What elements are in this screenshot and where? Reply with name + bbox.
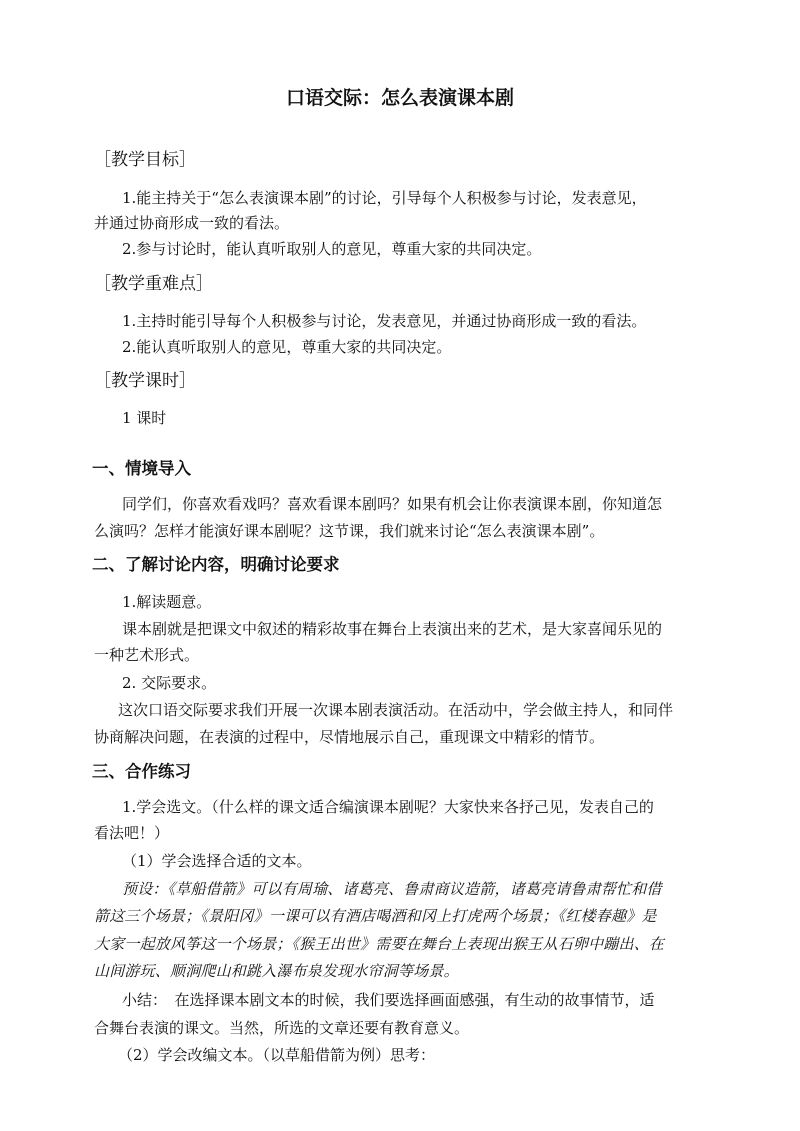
part3-heading: 三、合作练习 <box>92 762 191 781</box>
part3-line-1: 1.学会选文。（什么样的课文适合编演课本剧呢？大家快来各抒己见，发表自己的 <box>122 798 654 816</box>
part2-line-5: 这次口语交际要求我们开展一次课本剧表演活动。在活动中，学会做主持人，和同伴 <box>118 701 674 719</box>
part2-line-4: 2. 交际要求。 <box>122 674 217 692</box>
part3-line-9: 合舞台表演的课文。当然，所选的文章还要有教育意义。 <box>94 1019 470 1037</box>
goals-item-2: 2.参与讨论时，能认真听取别人的意见，尊重大家的共同决定。 <box>122 240 542 258</box>
part3-line-6: 大家一起放风筝这一个场景；《猴王出世》需要在舞台上表现出猴王从石卵中蹦出、在 <box>94 935 665 953</box>
part2-line-1: 1.解读题意。 <box>122 593 212 611</box>
part2-heading: 二、了解讨论内容，明确讨论要求 <box>92 555 340 574</box>
key-point-2: 2.能认真听取别人的意见，尊重大家的共同决定。 <box>122 338 452 356</box>
goals-item-1-cont: 并通过协商形成一致的看法。 <box>94 214 290 232</box>
part3-line-4: 预设：《草船借箭》可以有周瑜、诸葛亮、鲁肃商议造箭，诸葛亮请鲁肃帮忙和借 <box>122 880 662 898</box>
part2-line-6: 协商解决问题，在表演的过程中，尽情地展示自己，重现课文中精彩的情节。 <box>94 728 605 746</box>
key-points-heading: ［教学重难点］ <box>94 274 213 294</box>
document-title: 口语交际：怎么表演课本剧 <box>285 87 514 109</box>
part3-line-2: 看法吧！） <box>94 824 170 842</box>
class-hours-heading: ［教学课时］ <box>94 371 196 391</box>
part3-line-3: （1）学会选择合适的文本。 <box>122 852 312 870</box>
goals-heading: ［教学目标］ <box>94 150 196 170</box>
key-point-1: 1.主持时能引导每个人积极参与讨论，发表意见，并通过协商形成一致的看法。 <box>122 312 647 330</box>
part1-paragraph-line2: 么演吗？怎样才能演好课本剧呢？这节课，我们就来讨论“怎么表演课本剧”。 <box>94 522 605 540</box>
class-hours-value: 1 课时 <box>122 409 167 427</box>
goals-item-1: 1.能主持关于“怎么表演课本剧”的讨论，引导每个人积极参与讨论，发表意见， <box>122 189 647 207</box>
part3-line-8: 小结： 在选择课本剧文本的时候，我们要选择画面感强，有生动的故事情节，适 <box>122 991 655 1009</box>
part2-line-3: 一种艺术形式。 <box>94 646 200 664</box>
part3-line-5: 箭这三个场景；《景阳冈》一课可以有酒店喝酒和冈上打虎两个场景；《红楼春趣》是 <box>94 907 657 925</box>
part1-paragraph-line1: 同学们，你喜欢看戏吗？喜欢看课本剧吗？如果有机会让你表演课本剧，你知道怎 <box>122 495 663 513</box>
part2-line-2: 课本剧就是把课文中叙述的精彩故事在舞台上表演出来的艺术，是大家喜闻乐见的 <box>122 620 663 638</box>
part1-heading: 一、情境导入 <box>92 459 191 478</box>
part3-line-7: 山间游玩、顺涧爬山和跳入瀑布泉发现水帘洞等场景。 <box>94 962 459 980</box>
part3-line-10: （2）学会改编文本。（以草船借箭为例）思考： <box>118 1046 436 1064</box>
